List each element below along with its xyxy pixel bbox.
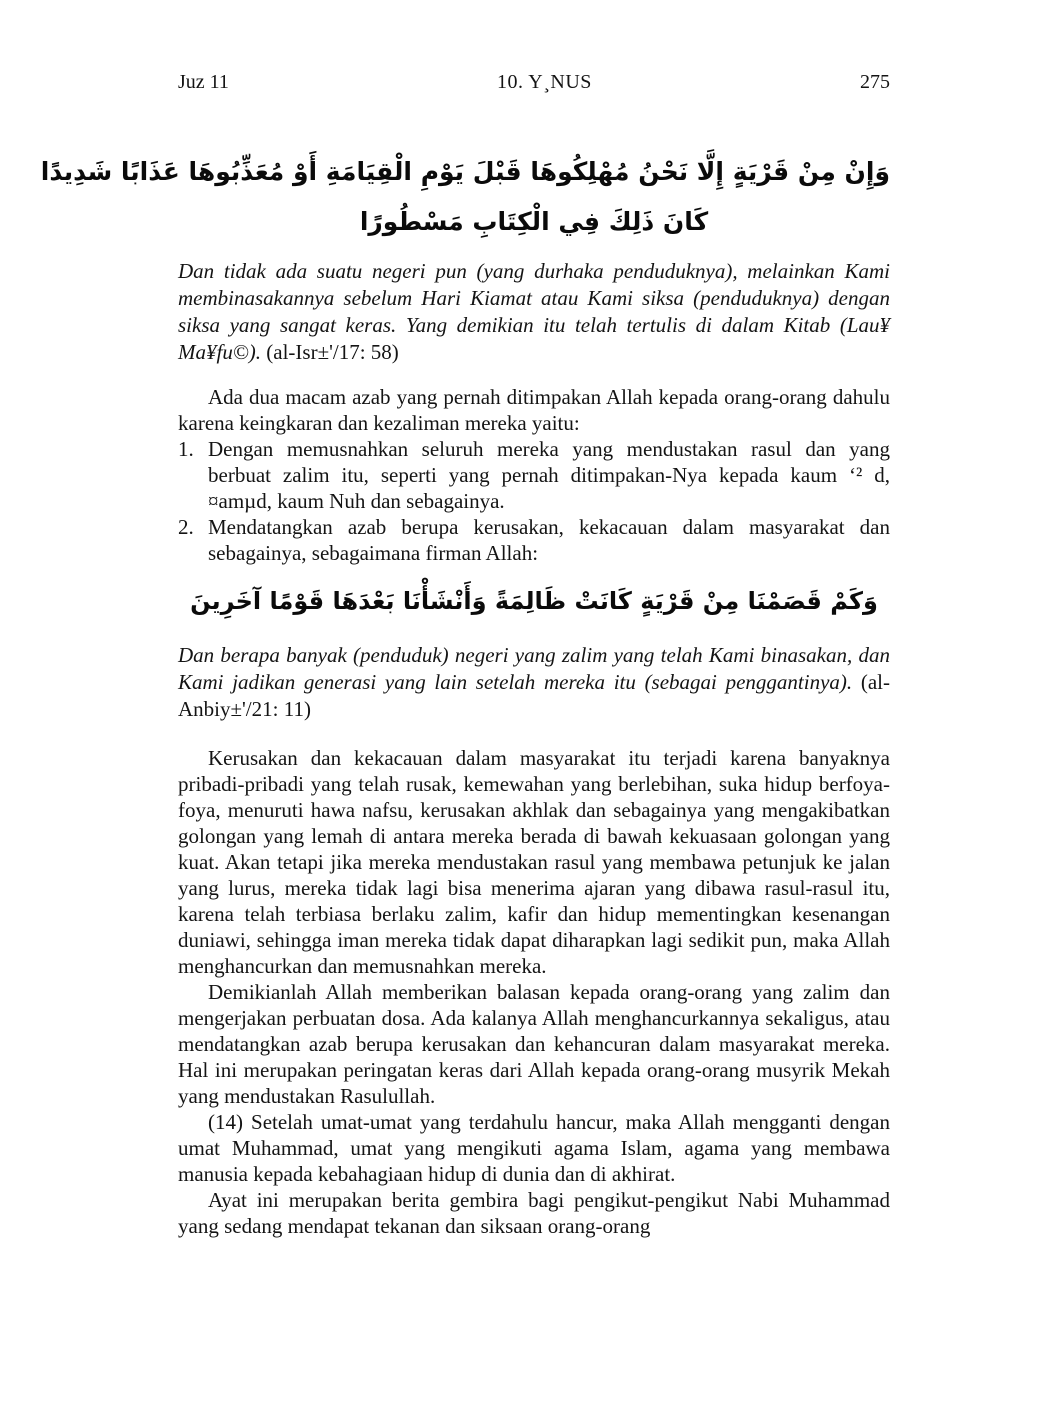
list-item-text: Dengan memusnahkan seluruh mereka yang mendustakan rasul dan yang berbuat zalim itu, seperti yang pernah ditimpakan-Nya kepada kaum ‘² d, ¤amµd, kaum Nuh dan sebagainya. — [208, 437, 890, 513]
list-item — [178, 436, 890, 514]
commentary-paragraph: Ayat ini merupakan berita gembira bagi pengikut-pengikut Nabi Muhammad yang sedang mendapat tekanan dan siksaan orang-orang — [178, 1188, 890, 1238]
header-juz-label: Juz 11 — [178, 71, 229, 93]
translation-text: Dan tidak ada suatu negeri pun (yang durhaka penduduknya), melainkan Kami membinasakannya sebelum Hari Kiamat atau Kami siksa (penduduknya) dengan siksa yang sangat keras. Yang demikian itu telah tertulis di dalam Kitab (Lau¥ Ma¥fu©). — [178, 259, 890, 364]
arabic-verse-al-isra-17-58 — [40, 144, 890, 244]
commentary-paragraph: (14) Setelah umat-umat yang terdahulu hancur, maka Allah mengganti dengan umat Muhammad, umat yang mengikuti agama Islam, agama yang membawa manusia kepada kebahagiaan hidup di dunia dan di akhirat. — [178, 1110, 890, 1186]
translation-al-isra-17-58 — [178, 258, 890, 366]
verse-reference: (al-Anbiy±'/21: 11) — [178, 670, 890, 721]
header-page-number: 275 — [860, 71, 890, 93]
commentary-section — [178, 745, 890, 1239]
list-number: 1. — [178, 437, 194, 461]
verse-reference: (al-Isr±'/17: 58) — [261, 340, 399, 364]
commentary-paragraph: Demikianlah Allah memberikan balasan kepada orang-orang yang zalim dan mengerjakan perbuatan dosa. Ada kalanya Allah menghancurkannya sekaligus, atau mendatangkan azab berupa kerusakan dan kehancuran dalam masyarakat mereka. Hal ini merupakan peringatan keras dari Allah kepada orang-orang musyrik Mekah yang mendustakan Rasulullah. — [178, 980, 890, 1108]
translation-al-anbiya-21-11 — [178, 642, 890, 723]
arabic-verse-al-anbiya-21-11: وَكَمْ قَصَمْنَا مِنْ قَرْيَةٍ كَانَتْ ظَالِمَةً وَأَنْشَأْنَا بَعْدَهَا قَوْمًا آخَرِينَ — [190, 587, 878, 615]
list-item — [178, 514, 890, 566]
list-number: 2. — [178, 515, 194, 539]
commentary-paragraph: Kerusakan dan kekacauan dalam masyarakat itu terjadi karena banyaknya pribadi-pribadi yang telah rusak, kemewahan yang berlebihan, suka hidup berfoya-foya, menuruti hawa nafsu, kerusakan akhlak dan sebagainya yang mengakibatkan golongan yang lemah di antara mereka berada di bawah kekuasaan golongan yang kuat. Akan tetapi jika mereka mendustakan rasul yang membawa petunjuk ke jalan yang lurus, mereka tidak lagi bisa menerima ajaran yang dibawa rasul-rasul itu, karena telah terbiasa berlaku zalim, kafir dan hidup mementingkan kesenangan duniawi, sehingga iman mereka tidak dapat diharapkan lagi sedikit pun, maka Allah menghancurkan dan memusnahkan mereka. — [178, 746, 890, 978]
intro-paragraph: Ada dua macam azab yang pernah ditimpakan Allah kepada orang-orang dahulu karena keingkaran dan kezaliman mereka yaitu: — [178, 385, 890, 435]
running-header — [178, 70, 890, 94]
header-surah-title: 10. Y¸NUS — [497, 71, 592, 93]
arabic-verse-line-1: وَإِنْ مِنْ قَرْيَةٍ إِلَّا نَحْنُ مُهْلِكُوهَا قَبْلَ يَوْمِ الْقِيَامَةِ أَوْ مُعَذِّبُوهَا عَذَابًا شَدِيدًا — [40, 157, 890, 186]
translation-text: Dan berapa banyak (penduduk) negeri yang zalim yang telah Kami binasakan, dan Kami jadikan generasi yang lain setelah mereka itu (sebagai penggantinya). — [178, 643, 890, 694]
text-block — [40, 0, 890, 1239]
arabic-verse-line-2: كَانَ ذَلِكَ فِي الْكِتَابِ مَسْطُورًا — [359, 207, 709, 236]
list-item-text: Mendatangkan azab berupa kerusakan, kekacauan dalam masyarakat dan sebagainya, sebagaimana firman Allah: — [208, 515, 890, 565]
